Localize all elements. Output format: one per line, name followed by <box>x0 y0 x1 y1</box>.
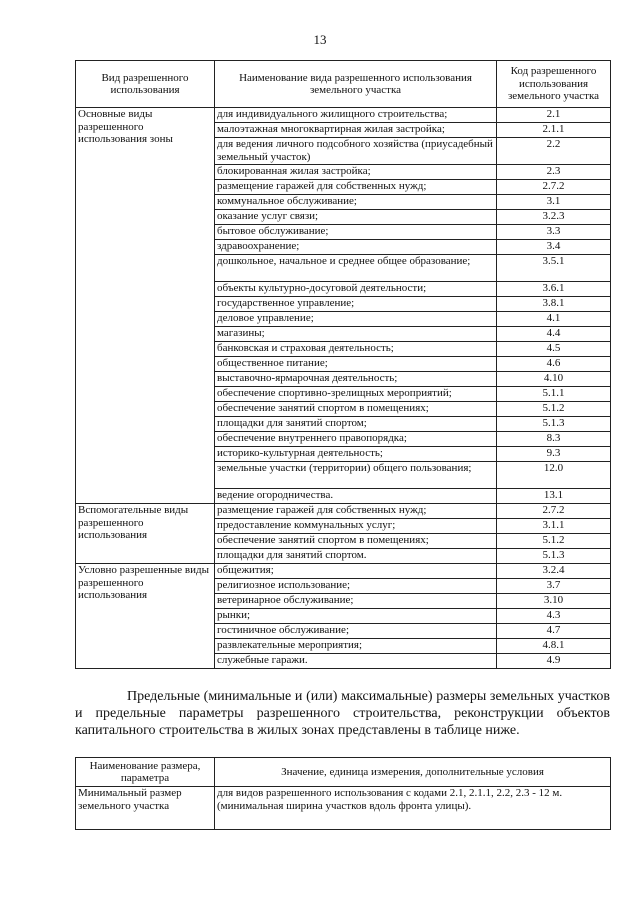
use-code-cell: 2.1.1 <box>497 123 611 138</box>
use-name-cell: общественное питание; <box>215 357 497 372</box>
use-group-label: Основные виды разрешенного использования зоны <box>76 108 215 504</box>
use-code-cell: 3.8.1 <box>497 297 611 312</box>
use-code-cell: 5.1.3 <box>497 549 611 564</box>
use-name-cell: блокированная жилая застройка; <box>215 165 497 180</box>
use-code-cell: 3.2.3 <box>497 210 611 225</box>
use-code-cell: 5.1.2 <box>497 402 611 417</box>
use-code-cell: 13.1 <box>497 489 611 504</box>
use-name-cell: площадки для занятий спортом; <box>215 417 497 432</box>
header-use-code: Код разрешенного использования земельного участка <box>497 61 611 108</box>
use-code-cell: 3.3 <box>497 225 611 240</box>
use-name-cell: деловое управление; <box>215 312 497 327</box>
use-group-label: Вспомогательные виды разрешенного использования <box>76 504 215 564</box>
use-code-cell: 5.1.3 <box>497 417 611 432</box>
use-name-cell: объекты культурно-досуговой деятельности; <box>215 282 497 297</box>
use-name-cell: земельные участки (территории) общего пользования; <box>215 462 497 489</box>
use-code-cell: 8.3 <box>497 432 611 447</box>
use-code-cell: 4.10 <box>497 372 611 387</box>
use-name-cell: площадки для занятий спортом. <box>215 549 497 564</box>
header-use-name: Наименование вида разрешенного использования земельного участка <box>215 61 497 108</box>
use-code-cell: 4.7 <box>497 624 611 639</box>
permitted-use-table-body <box>76 108 611 669</box>
use-name-cell: служебные гаражи. <box>215 654 497 669</box>
use-name-cell: для ведения личного подсобного хозяйства (приусадебный земельный участок) <box>215 138 497 165</box>
use-name-cell: банковская и страховая деятельность; <box>215 342 497 357</box>
table-row <box>76 504 611 519</box>
use-code-cell: 5.1.2 <box>497 534 611 549</box>
use-code-cell: 2.3 <box>497 165 611 180</box>
use-code-cell: 3.10 <box>497 594 611 609</box>
use-name-cell: государственное управление; <box>215 297 497 312</box>
intro-paragraph: Предельные (минимальные и (или) максимальные) размеры земельных участков и предельные параметры разрешенного строительства, реконструкции объектов капитального строительства в жилых зонах представлены в таблице ниже. <box>75 689 610 738</box>
use-name-cell: обеспечение занятий спортом в помещениях; <box>215 534 497 549</box>
use-name-cell: размещение гаражей для собственных нужд; <box>215 504 497 519</box>
use-name-cell: размещение гаражей для собственных нужд; <box>215 180 497 195</box>
table-row <box>76 787 611 830</box>
header-parameter-name: Наименование размера, параметра <box>76 758 215 787</box>
use-code-cell: 4.8.1 <box>497 639 611 654</box>
use-code-cell: 2.1 <box>497 108 611 123</box>
use-code-cell: 4.1 <box>497 312 611 327</box>
use-code-cell: 9.3 <box>497 447 611 462</box>
use-name-cell: малоэтажная многоквартирная жилая застройка; <box>215 123 497 138</box>
use-group-label: Условно разрешенные виды разрешенного использования <box>76 564 215 669</box>
use-name-cell: бытовое обслуживание; <box>215 225 497 240</box>
table-row <box>76 564 611 579</box>
use-name-cell: обеспечение занятий спортом в помещениях; <box>215 402 497 417</box>
use-code-cell: 12.0 <box>497 462 611 489</box>
use-name-cell: выставочно-ярмарочная деятельность; <box>215 372 497 387</box>
parameter-value-cell: для видов разрешенного использования с кодами 2.1, 2.1.1, 2.2, 2.3 - 12 м. (минимальная ширина участков вдоль фронта улицы). <box>215 787 611 830</box>
use-name-cell: ведение огородничества. <box>215 489 497 504</box>
permitted-use-table <box>75 60 611 669</box>
use-name-cell: историко-культурная деятельность; <box>215 447 497 462</box>
use-name-cell: здравоохранение; <box>215 240 497 255</box>
use-name-cell: общежития; <box>215 564 497 579</box>
use-code-cell: 4.6 <box>497 357 611 372</box>
use-code-cell: 2.2 <box>497 138 611 165</box>
use-code-cell: 4.4 <box>497 327 611 342</box>
use-code-cell: 3.5.1 <box>497 255 611 282</box>
use-name-cell: магазины; <box>215 327 497 342</box>
use-name-cell: ветеринарное обслуживание; <box>215 594 497 609</box>
use-name-cell: рынки; <box>215 609 497 624</box>
parameter-name-cell: Минимальный размер земельного участка <box>76 787 215 830</box>
use-name-cell: коммунальное обслуживание; <box>215 195 497 210</box>
page-number: 13 <box>313 32 327 47</box>
parameters-table <box>75 757 611 830</box>
use-code-cell: 3.6.1 <box>497 282 611 297</box>
use-name-cell: предоставление коммунальных услуг; <box>215 519 497 534</box>
use-name-cell: обеспечение внутреннего правопорядка; <box>215 432 497 447</box>
use-code-cell: 4.5 <box>497 342 611 357</box>
use-code-cell: 2.7.2 <box>497 180 611 195</box>
use-code-cell: 3.1 <box>497 195 611 210</box>
use-code-cell: 4.3 <box>497 609 611 624</box>
use-code-cell: 4.9 <box>497 654 611 669</box>
header-parameter-value: Значение, единица измерения, дополнительные условия <box>215 758 611 787</box>
use-code-cell: 5.1.1 <box>497 387 611 402</box>
header-use-type: Вид разрешенного использования <box>76 61 215 108</box>
use-name-cell: обеспечение спортивно-зрелищных мероприятий; <box>215 387 497 402</box>
use-code-cell: 3.4 <box>497 240 611 255</box>
use-name-cell: религиозное использование; <box>215 579 497 594</box>
use-name-cell: развлекательные мероприятия; <box>215 639 497 654</box>
use-code-cell: 3.2.4 <box>497 564 611 579</box>
use-name-cell: оказание услуг связи; <box>215 210 497 225</box>
use-code-cell: 3.7 <box>497 579 611 594</box>
use-name-cell: для индивидуального жилищного строительства; <box>215 108 497 123</box>
use-code-cell: 2.7.2 <box>497 504 611 519</box>
use-code-cell: 3.1.1 <box>497 519 611 534</box>
use-name-cell: дошкольное, начальное и среднее общее образование; <box>215 255 497 282</box>
use-name-cell: гостиничное обслуживание; <box>215 624 497 639</box>
table-row <box>76 108 611 123</box>
